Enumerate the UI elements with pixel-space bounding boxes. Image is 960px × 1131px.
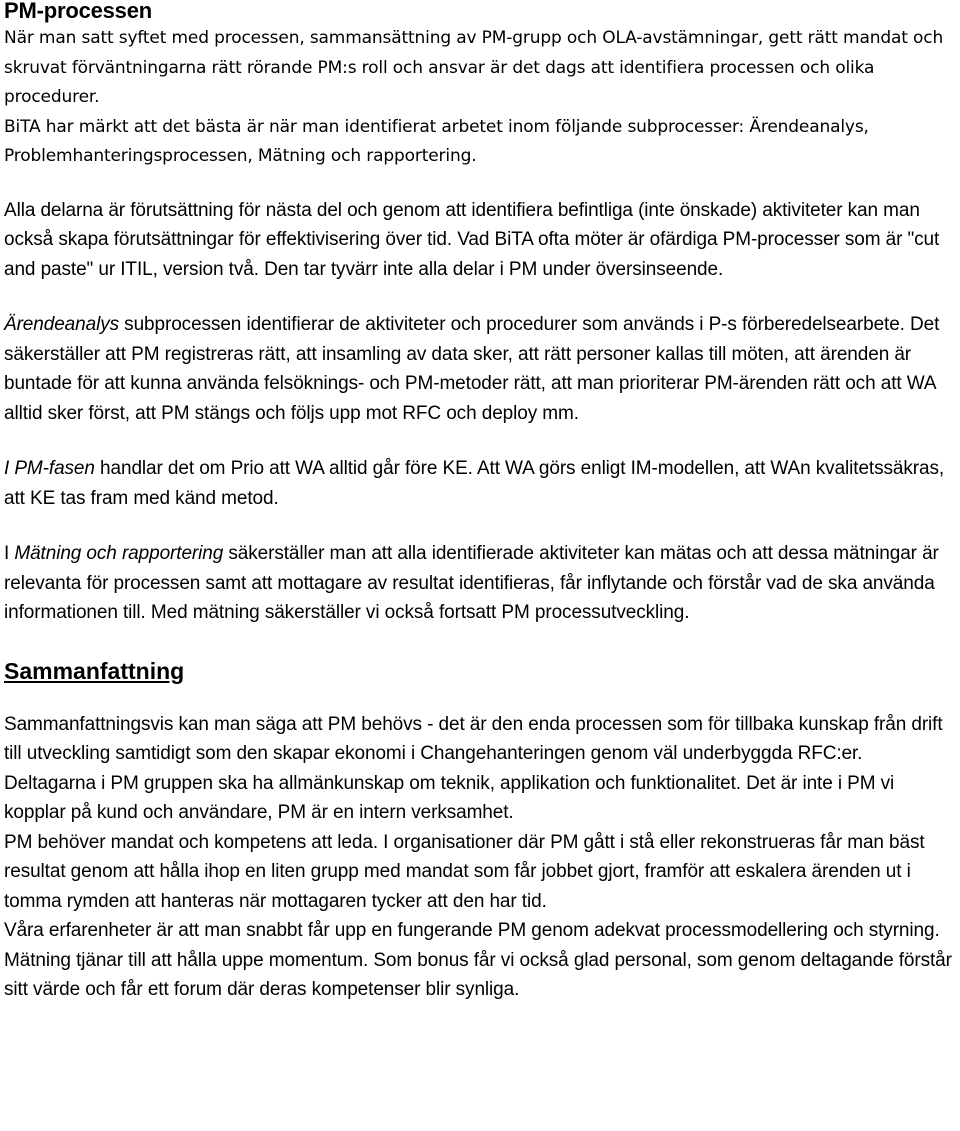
case-analysis-text: subprocessen identifierar de aktiviteter och procedurer som används i P-s förberedelsearbete. Det säkerställer att PM registreras rätt, att insamling av data sker, att rätt personer kallas till möten, att ärenden är buntade för att kunna använda felsöknings- och PM-metoder rätt, att man prioriterar PM-ärenden rätt och att WA alltid sker först, att PM stängs och följs upp mot RFC och deploy mm. [4, 314, 940, 424]
measurement-term: Mätning och rapportering [14, 543, 224, 564]
summary-paragraph-4: Våra erfarenheter är att man snabbt får upp en fungerande PM genom adekvat processmodellering och styrning. Mätning tjänar till att hålla uppe momentum. Som bonus får vi också glad personal, som genom deltagande förstår sitt värde och får ett forum där deras kompetenser blir synliga. [4, 920, 952, 1000]
intro-paragraph: När man satt syftet med processen, sammansättning av PM-grupp och OLA-avstämningar, gett rätt mandat och skruvat förväntningarna rätt rörande PM:s roll och ansvar är det dags att identifiera processen och olika procedurer. [4, 28, 944, 107]
prerequisites-paragraph: Alla delarna är förutsättning för nästa del och genom att identifiera befintliga (inte önskade) aktiviteter kan man också skapa förutsättningar för effektivisering över tid. Vad BiTA ofta möter är ofärdiga PM-processer som är "cut and paste" ur ITIL, version två. Den tar tyvärr inte alla delar i PM under översinseende. [4, 199, 940, 280]
page-title: PM-processen [4, 0, 152, 23]
spacer [4, 628, 958, 654]
pm-phase-paragraph [4, 454, 958, 513]
pm-phase-text: handlar det om Prio att WA alltid går före KE. Att WA görs enligt IM-modellen, att WAn kvalitetssäkras, att KE tas fram med känd metod. [4, 458, 945, 509]
case-analysis-paragraph [4, 310, 958, 428]
summary-paragraph-2: Deltagarna i PM gruppen ska ha allmänkunskap om teknik, applikation och funktionalitet. Det är inte i PM vi kopplar på kund och användare, PM är en intern verksamhet. [4, 772, 895, 823]
document-page [4, 0, 958, 1005]
pm-phase-term: I PM-fasen [4, 458, 95, 479]
measurement-paragraph [4, 539, 958, 628]
case-analysis-term: Ärendeanalys [4, 314, 119, 335]
spacer [4, 513, 958, 539]
measurement-prefix: I [4, 543, 15, 564]
subprocess-paragraph: BiTA har märkt att det bästa är när man identifierat arbetet inom följande subprocesser: Ärendeanalys, Problemhanteringsprocessen, Mätning och rapportering. [4, 116, 869, 166]
spacer [4, 428, 958, 454]
spacer [4, 172, 958, 196]
spacer [4, 284, 958, 310]
summary-paragraph-3: PM behöver mandat och kompetens att leda. I organisationer där PM gått i stå eller rekonstrueras får man bäst resultat genom att hålla ihop en liten grupp med mandat som får jobbet gjort, framför att eskalera ärenden ut i tomma rymden att hanteras när mottagaren tycker att den har tid. [4, 831, 925, 912]
measurement-text: säkerställer man att alla identifierade aktiviteter kan mätas och att dessa mätningar är relevanta för processen samt att mottagare av resultat identifieras, får inflytande och förstår vad de ska använda informationen till. Med mätning säkerställer vi också fortsatt PM processutveckling. [4, 543, 939, 623]
spacer [4, 686, 958, 710]
summary-heading: Sammanfattning [4, 657, 185, 684]
summary-paragraph-1: Sammanfattningsvis kan man säga att PM behövs - det är den enda processen som för tillbaka kunskap från drift till utveckling samtidigt som den skapar ekonomi i Changehanteringen genom väl underbyggda RFC:er. [4, 713, 943, 764]
